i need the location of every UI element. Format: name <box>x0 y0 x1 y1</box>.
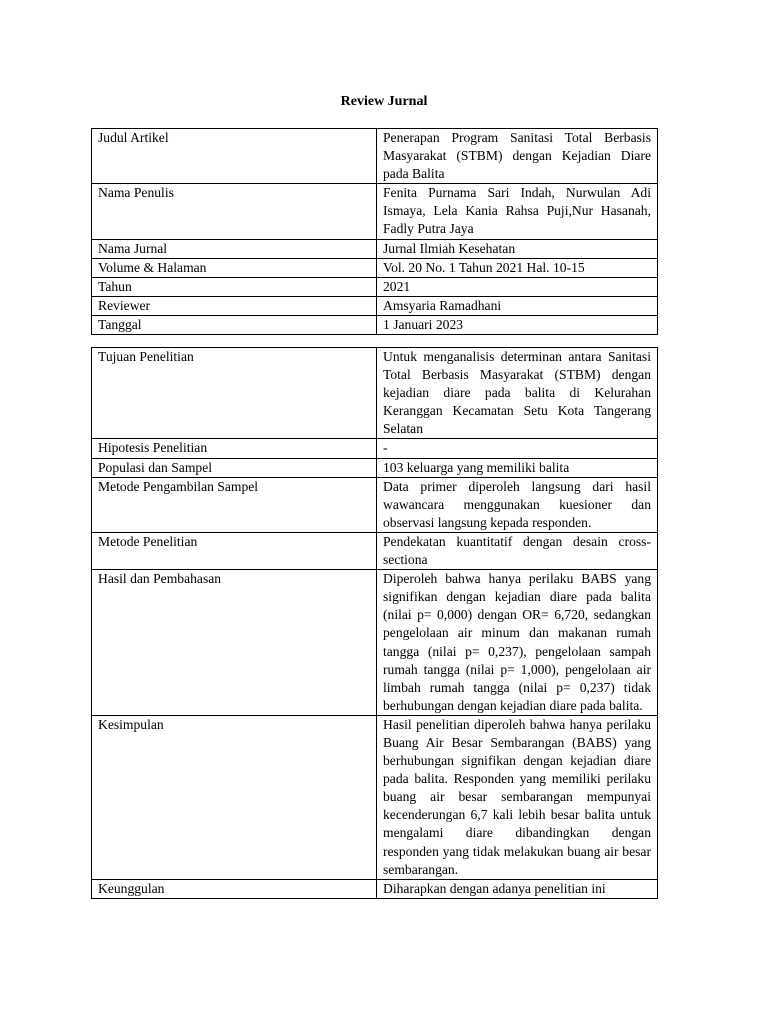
table-row <box>92 439 658 458</box>
table-row <box>92 239 658 258</box>
row-label: Populasi dan Sampel <box>92 458 377 477</box>
row-label: Tanggal <box>92 315 377 334</box>
row-value: Amsyaria Ramadhani <box>377 296 658 315</box>
row-label: Hipotesis Penelitian <box>92 439 377 458</box>
row-value: Diharapkan dengan adanya penelitian ini <box>377 879 658 898</box>
document-title: Review Jurnal <box>340 94 428 109</box>
table-row <box>92 715 658 879</box>
row-label: Tahun <box>92 277 377 296</box>
table-row <box>92 129 658 184</box>
row-label: Nama Penulis <box>92 184 377 239</box>
row-label: Metode Penelitian <box>92 532 377 569</box>
table-row <box>92 532 658 569</box>
table-row <box>92 277 658 296</box>
row-label: Volume & Halaman <box>92 258 377 277</box>
row-value: 1 Januari 2023 <box>377 315 658 334</box>
table-row <box>92 315 658 334</box>
table-row <box>92 477 658 532</box>
table-row <box>92 570 658 716</box>
row-value: Vol. 20 No. 1 Tahun 2021 Hal. 10-15 <box>377 258 658 277</box>
row-label: Nama Jurnal <box>92 239 377 258</box>
row-label: Tujuan Penelitian <box>92 348 377 439</box>
row-value: Fenita Purnama Sari Indah, Nurwulan Adi Ismaya, Lela Kania Rahsa Puji,Nur Hasanah, Fadly Putra Jaya <box>377 184 658 239</box>
row-label: Metode Pengambilan Sampel <box>92 477 377 532</box>
row-value: Untuk menganalisis determinan antara Sanitasi Total Berbasis Masyarakat (STBM) dengan kejadian diare pada balita di Kelurahan Keranggan Kecamatan Setu Kota Tangerang Selatan <box>377 348 658 439</box>
row-value: Pendekatan kuantitatif dengan desain cross-sectiona <box>377 532 658 569</box>
row-label: Kesimpulan <box>92 715 377 879</box>
row-value: Hasil penelitian diperoleh bahwa hanya perilaku Buang Air Besar Sembarangan (BABS) yang berhubungan signifikan dengan kejadian diare pada balita. Responden yang memiliki perilaku buang air besar sembarangan mempunyai kecenderungan 6,7 kali lebih besar balita untuk mengalami diare dibandingkan dengan responden yang tidak melakukan buang air besar sembarangan. <box>377 715 658 879</box>
row-label: Judul Artikel <box>92 129 377 184</box>
row-label: Keunggulan <box>92 879 377 898</box>
table-row <box>92 879 658 898</box>
row-value: Penerapan Program Sanitasi Total Berbasis Masyarakat (STBM) dengan Kejadian Diare pada Balita <box>377 129 658 184</box>
row-value: 103 keluarga yang memiliki balita <box>377 458 658 477</box>
row-value: Data primer diperoleh langsung dari hasil wawancara menggunakan kuesioner dan observasi langsung kepada responden. <box>377 477 658 532</box>
row-value: Jurnal Ilmiah Kesehatan <box>377 239 658 258</box>
review-content-table <box>91 347 658 899</box>
row-value: 2021 <box>377 277 658 296</box>
table-row <box>92 296 658 315</box>
row-value: - <box>377 439 658 458</box>
row-value: Diperoleh bahwa hanya perilaku BABS yang signifikan dengan kejadian diare pada balita (nilai p= 0,000) dengan OR= 6,720, sedangkan pengelolaan air minum dan makanan rumah tangga (nilai p= 0,237), pengelolaan sampah rumah tangga (nilai p= 1,000), pengelolaan air limbah rumah tangga (nilai p= 0,237) tidak berhubungan dengan kejadian diare pada balita. <box>377 570 658 716</box>
table-row <box>92 348 658 439</box>
table-row <box>92 258 658 277</box>
table-row <box>92 184 658 239</box>
row-label: Hasil dan Pembahasan <box>92 570 377 716</box>
journal-info-table <box>91 128 658 335</box>
table-row <box>92 458 658 477</box>
row-label: Reviewer <box>92 296 377 315</box>
